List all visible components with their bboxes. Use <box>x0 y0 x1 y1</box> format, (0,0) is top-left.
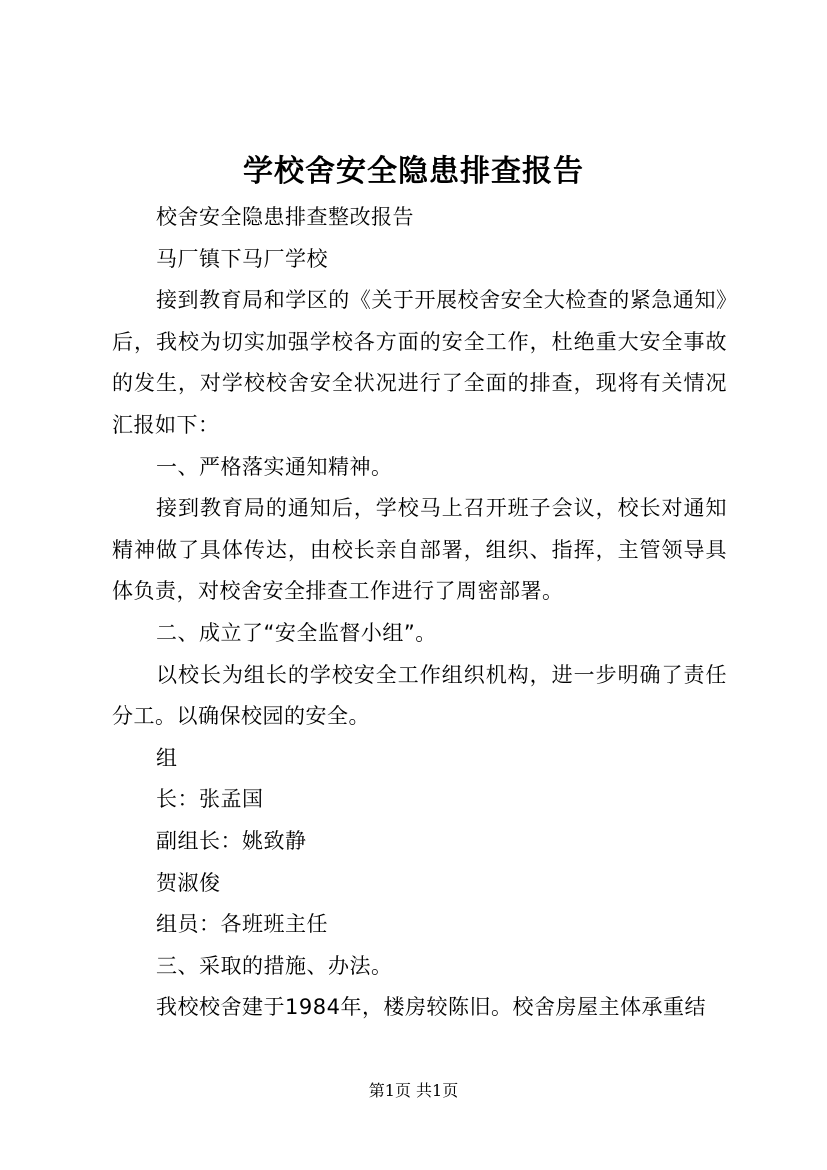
paragraph-members: 组员：各班班主任 <box>156 912 328 937</box>
paragraph-heading-1: 一、严格落实通知精神。 <box>156 454 393 479</box>
paragraph-group-leader: 长：张孟国 <box>156 787 264 812</box>
paragraph-school-name: 马厂镇下马厂学校 <box>156 246 328 271</box>
paragraph-heading-2: 二、成立了“安全监督小组”。 <box>156 620 437 645</box>
paragraph-intro: 接到教育局和学区的《关于开展校舍安全大检查的紧急通知》后，我校为切实加强学校各方面的安全工作，杜绝重大安全事故的发生，对学校校舍安全状况进行了全面的排查，现将有关情况汇报如下： <box>112 288 727 437</box>
paragraph-heading-3: 三、采取的措施、办法。 <box>156 953 393 978</box>
page-footer: 第1页 共1页 <box>368 1081 459 1100</box>
paragraph-section-3: 我校校舍建于1984年，楼房较陈旧。校舍房屋主体承重结 <box>156 995 706 1020</box>
paragraph-section-2: 以校长为组长的学校安全工作组织机构，进一步明确了责任分工。以确保校园的安全。 <box>112 662 727 729</box>
document-body <box>112 197 727 1029</box>
paragraph-section-1: 接到教育局的通知后，学校马上召开班子会议，校长对通知精神做了具体传达，由校长亲自部署，组织、指挥，主管领导具体负责，对校舍安全排查工作进行了周密部署。 <box>112 496 727 604</box>
document-title: 学校舍安全隐患排查报告 <box>243 154 584 189</box>
paragraph-deputy-name: 贺淑俊 <box>156 870 221 895</box>
paragraph-deputy-leader: 副组长：姚致静 <box>156 828 307 853</box>
paragraph-subtitle: 校舍安全隐患排查整改报告 <box>156 205 414 229</box>
paragraph-group-label: 组 <box>156 745 178 770</box>
